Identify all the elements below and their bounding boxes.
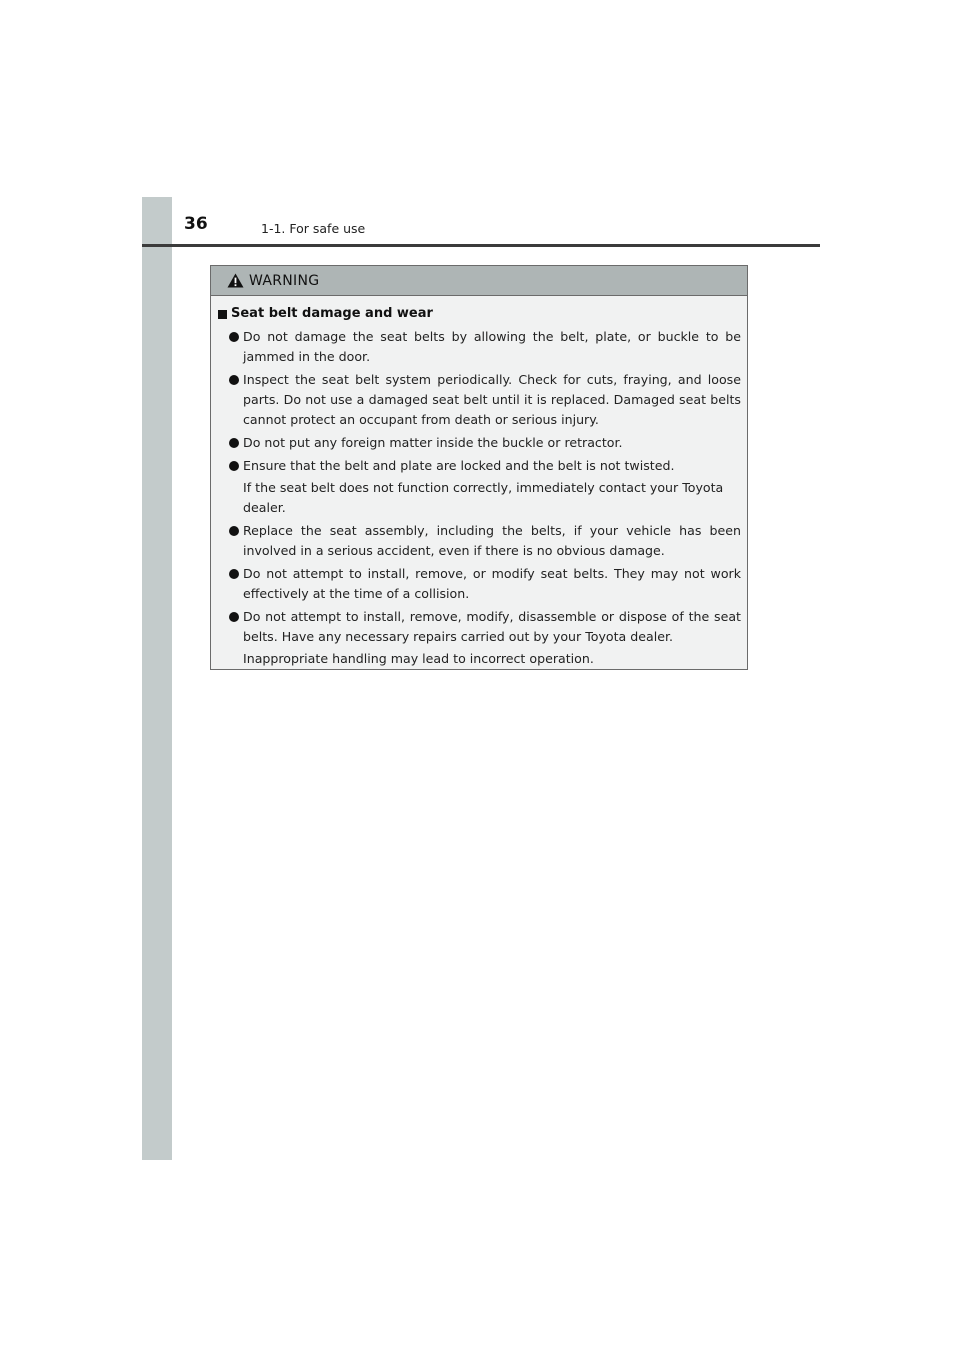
square-bullet-icon xyxy=(218,310,227,319)
list-item xyxy=(217,521,741,561)
warning-title: WARNING xyxy=(249,272,320,289)
bullet-icon xyxy=(229,375,239,385)
item-text: Do not put any foreign matter inside the buckle or retractor. xyxy=(243,435,623,450)
sub-heading-text: Seat belt damage and wear xyxy=(231,306,433,321)
page-number: 36 xyxy=(184,214,208,234)
list-item xyxy=(217,456,741,518)
bullet-icon xyxy=(229,569,239,579)
item-text: Do not damage the seat belts by allowing the belt, plate, or buckle to be jammed in the door. xyxy=(243,329,741,364)
bullet-icon xyxy=(229,612,239,622)
side-tab-strip xyxy=(142,197,172,1160)
item-text: Do not attempt to install, remove, modify, disassemble or dispose of the seat belts. Have any necessary repairs carried out by your Toyota dealer. xyxy=(243,609,741,644)
warning-body xyxy=(211,296,747,669)
item-text: Do not attempt to install, remove, or modify seat belts. They may not work effectively at the time of a collision. xyxy=(243,566,741,601)
bullet-icon xyxy=(229,438,239,448)
list-item xyxy=(217,327,741,367)
list-item xyxy=(217,564,741,604)
sub-heading xyxy=(217,304,741,324)
item-text: Inspect the seat belt system periodically. Check for cuts, fraying, and loose parts. Do not use a damaged seat belt until it is replaced. Damaged seat belts cannot protect an occupant from death or serious injury. xyxy=(243,372,741,427)
warning-header xyxy=(211,266,747,296)
list-item xyxy=(217,370,741,430)
header-rule xyxy=(142,244,820,247)
warning-triangle-icon xyxy=(227,273,244,288)
item-extra-text: Inappropriate handling may lead to incorrect operation. xyxy=(243,651,594,666)
list-item xyxy=(217,607,741,669)
bullet-icon xyxy=(229,461,239,471)
warning-items xyxy=(217,327,741,669)
list-item xyxy=(217,433,741,453)
bullet-icon xyxy=(229,526,239,536)
warning-box xyxy=(210,265,748,670)
section-title: 1-1. For safe use xyxy=(261,221,366,236)
bullet-icon xyxy=(229,332,239,342)
item-text: Ensure that the belt and plate are locked and the belt is not twisted. xyxy=(243,458,675,473)
item-extra-text: If the seat belt does not function correctly, immediately contact your Toyota dealer. xyxy=(243,480,724,515)
item-text: Replace the seat assembly, including the belts, if your vehicle has been involved in a serious accident, even if there is no obvious damage. xyxy=(243,523,741,558)
